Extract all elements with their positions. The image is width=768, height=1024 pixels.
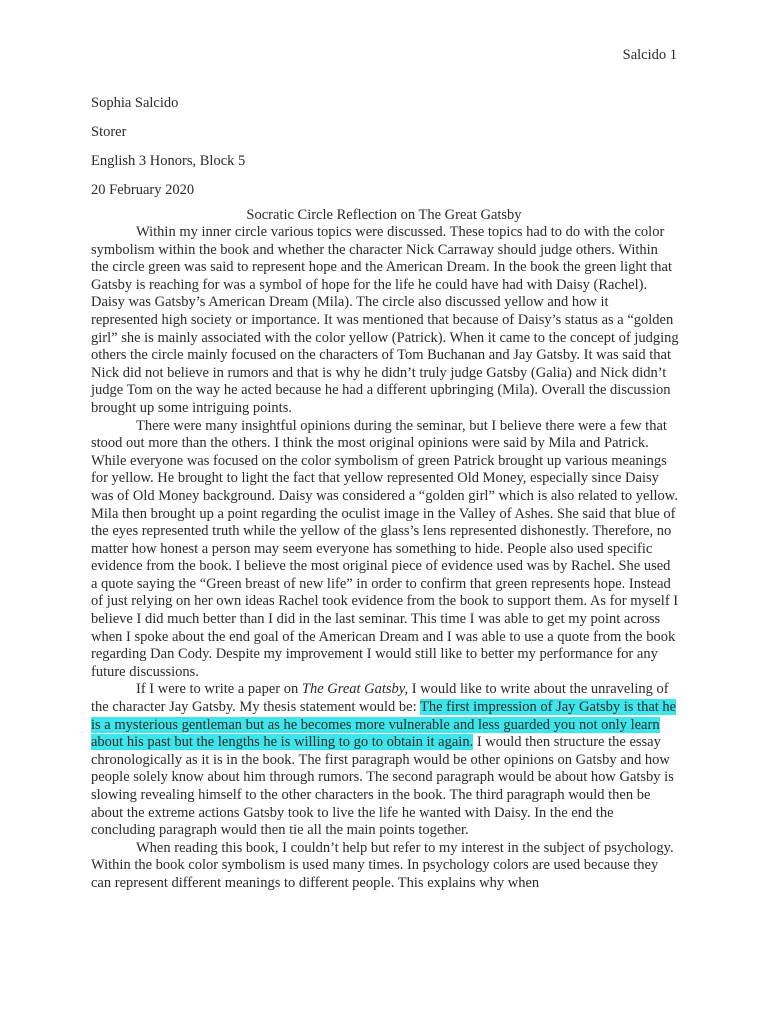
paragraph-paper-plan — [91, 681, 679, 839]
student-name: Sophia Salcido — [91, 95, 179, 111]
paragraph-psychology: When reading this book, I couldn’t help but refer to my interest in the subject of psychology. Within the book color symbolism is used many times. In psychology colors are used because they can represent different meanings to different people. This explains why when — [91, 839, 674, 891]
essay-title: Socratic Circle Reflection on The Great Gatsby — [246, 207, 522, 223]
book-title-italic: The Great Gatsby, — [301, 681, 409, 698]
mla-heading — [91, 94, 245, 210]
paragraph-inner-circle: Within my inner circle various topics were discussed. These topics had to do with the color symbolism within the book and whether the character Nick Carraway should judge others. Within the circle green was said to represent hope and the American Dream. In the book the green light that Gatsby is reaching for was a symbol of hope for the life he could have had with Daisy (Rachel). Daisy was Gatsby’s American Dream (Mila). The circle also discussed yellow and how it represented high society or importance. It was mentioned that because of Daisy’s status as a “golden girl” she is mainly associated with the color yellow (Patrick). When it came to the concept of judging others the circle mainly focused on the characters of Tom Buchanan and Jay Gatsby. It was said that Nick did not believe in rumors and that is why he didn’t truly judge Gatsby (Galia) and Nick didn’t judge Tom on the way he acted because he had a different upbringing (Mila). Overall the discussion brought up some intriguing points. — [91, 224, 679, 416]
course-name: English 3 Honors, Block 5 — [91, 153, 246, 169]
paragraph-text: I would like to write about the unraveling of the character Jay Gatsby. My thesis statement would be: — [91, 681, 669, 716]
highlighted-thesis-statement: The first impression of Jay Gatsby is that he is a mysterious gentleman but as he becomes more vulnerable and less guarded you not only learn about his past but the lengths he is willing to go to obtain it again. — [91, 699, 677, 751]
paragraph-text: If I were to write a paper on — [136, 681, 302, 698]
teacher-name: Storer — [91, 124, 127, 140]
paragraph-text: I would then structure the essay chronologically as it is in the book. The first paragraph would be other opinions on Gatsby and how people solely know about him through rumors. The second paragraph would be about how Gatsby is slowing revealing himself to the other characters in the book. The third paragraph would then be about the extreme actions Gatsby took to live the life he wanted with Daisy. In the end the concluding paragraph would then tie all the main points together. — [91, 734, 674, 839]
document-date: 20 February 2020 — [91, 182, 195, 198]
page-number-header: Salcido 1 — [622, 47, 677, 63]
paragraph-insightful-opinions: There were many insightful opinions during the seminar, but I believe there were a few that stood out more than the others. I think the most original opinions were said by Mila and Patrick. While everyone was focused on the color symbolism of green Patrick brought up various meanings for yellow. He brought to light the fact that yellow represented Old Money, especially since Daisy was of Old Money background. Daisy was considered a “golden girl” which is also related to yellow. Mila then brought up a point regarding the oculist image in the Valley of Ashes. She said that blue of the eyes represented truth while the yellow of the glass’s lens represented dishonestly. Therefore, no matter how honest a person may seem everyone has something to hide. People also used specific evidence from the book. I believe the most original piece of evidence used was by Rachel. She used a quote saying the “Green breast of new life” in order to confirm that green represents hope. Instead of just relying on her own ideas Rachel took evidence from the book to support them. As for myself I believe I did much better than I did in the last seminar. This time I was able to get my point across when I spoke about the end goal of the American Dream and I was able to use a quote from the book regarding Dan Cody. Despite my improvement I would still like to better my performance for any future discussions. — [91, 417, 679, 680]
essay-body — [91, 224, 679, 893]
